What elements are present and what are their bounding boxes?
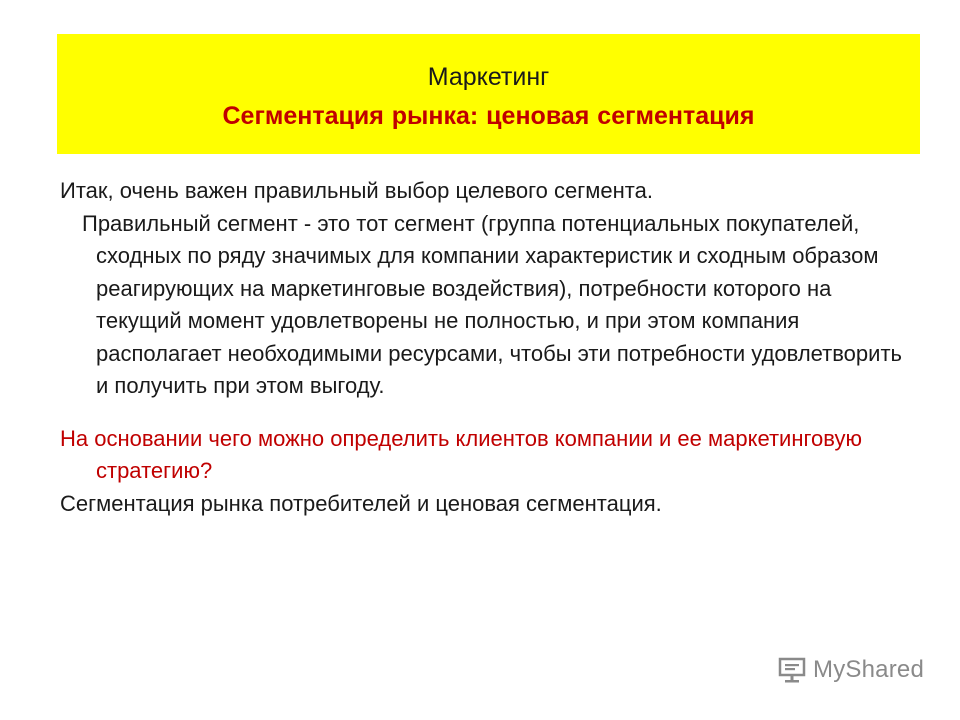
presentation-board-icon: [777, 655, 807, 685]
spacer: [60, 403, 920, 423]
watermark: [777, 655, 924, 685]
paragraph-answer: Сегментация рынка потребителей и ценовая сегментация.: [60, 490, 662, 516]
watermark-text: MyShared: [813, 656, 924, 683]
title-band: [57, 34, 920, 154]
paragraph-question: На основании чего можно определить клиентов компании и ее маркетинговую стратегию?: [60, 425, 862, 483]
slide-body: [60, 175, 920, 520]
paragraph-definition: Правильный сегмент - это тот сегмент (группа потенциальных покупателей, сходных по ряду значимых для компании характеристик и сходным образом реагирующих на маркетинговые воздействия), потребности которого на текущий момент удовлетворены не полностью, и при этом компания располагает необходимыми ресурсами, чтобы эти потребности удовлетворить и получить при этом выгоду.: [82, 210, 902, 398]
slide-subtitle: Сегментация рынка: ценовая сегментация: [222, 102, 755, 130]
paragraph-intro: Итак, очень важен правильный выбор целевого сегмента.: [60, 178, 653, 203]
slide-title: Маркетинг: [427, 63, 550, 91]
